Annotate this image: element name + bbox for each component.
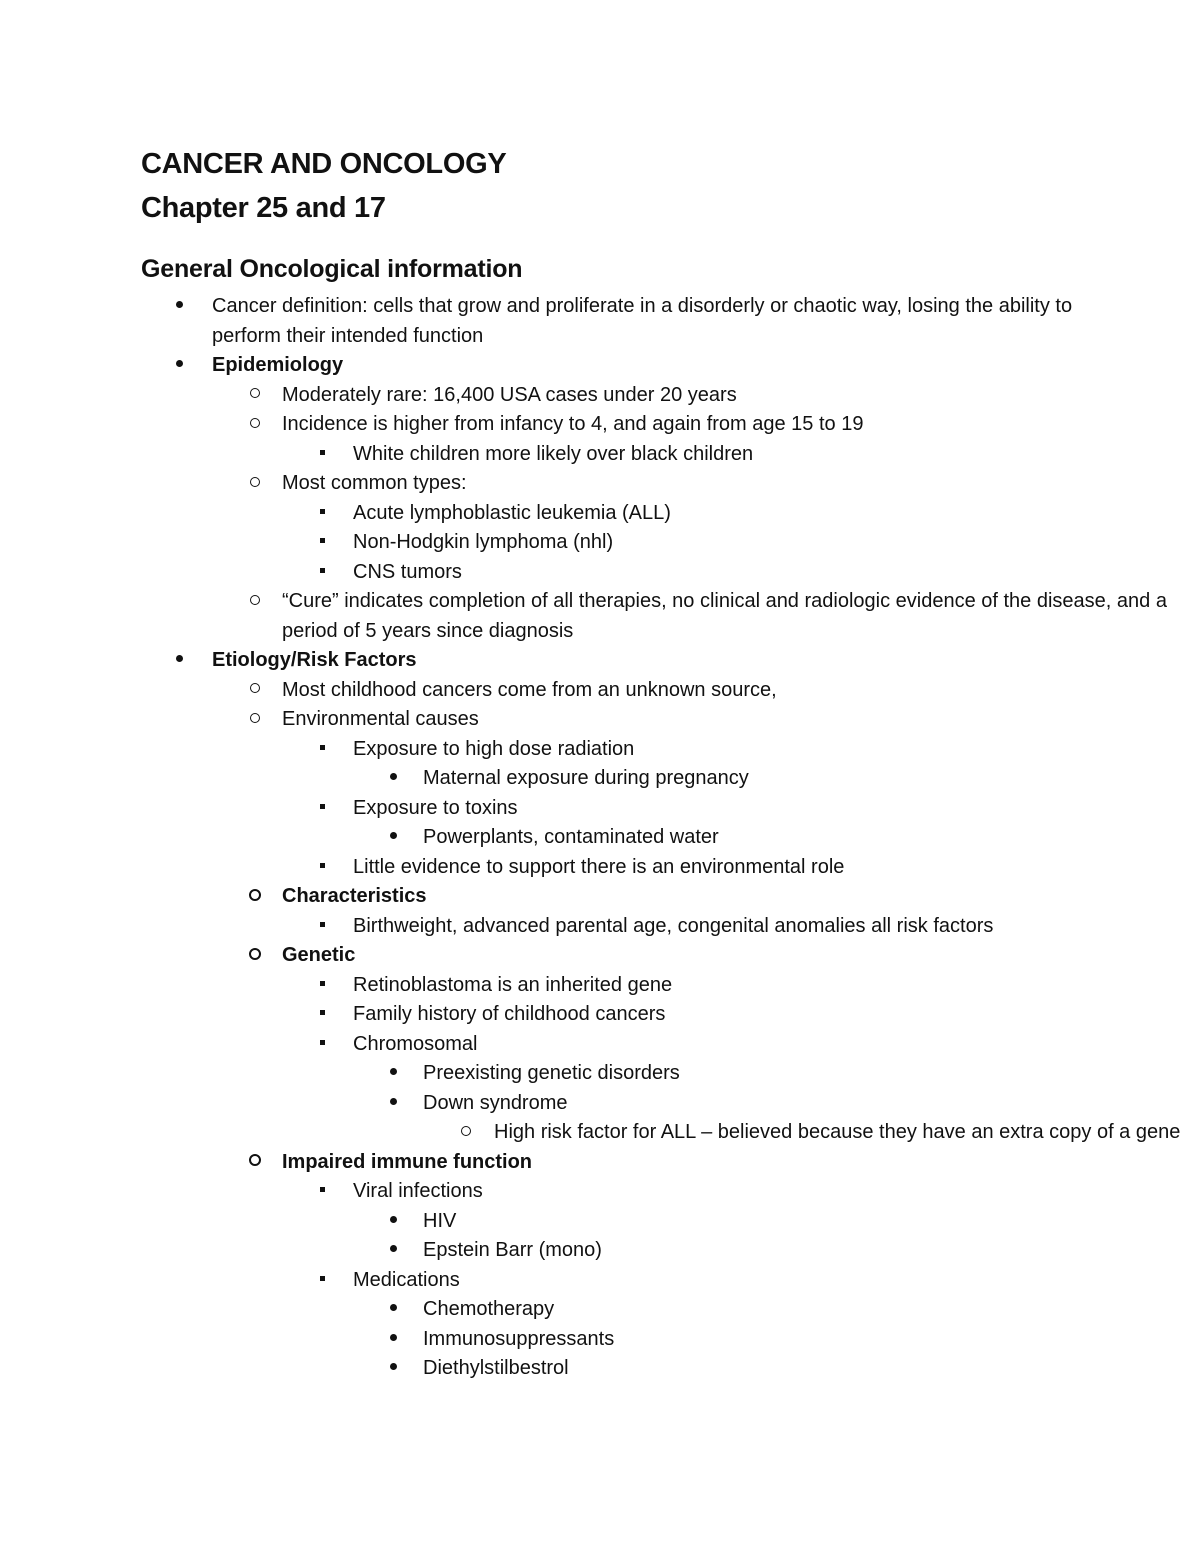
list-item-text: Epstein Barr (mono)	[423, 1239, 602, 1261]
bullet-disc-icon	[383, 1325, 403, 1355]
list-item	[141, 941, 1187, 971]
list-item	[141, 764, 1200, 794]
bullet-disc-icon	[383, 1059, 403, 1089]
list-item-text: Genetic	[282, 944, 356, 966]
bullet-square-icon	[312, 794, 332, 824]
list-item	[141, 499, 1200, 529]
bullet-disc-icon	[383, 823, 403, 853]
chapter-subtitle: Chapter 25 and 17	[141, 192, 386, 224]
bullet-disc-icon	[383, 1089, 403, 1119]
list-item	[141, 1207, 1200, 1237]
list-item-text: Medications	[353, 1268, 460, 1291]
list-item	[141, 1266, 1200, 1296]
bullet-circle-icon	[245, 381, 265, 411]
bullet-circle-icon	[456, 1118, 476, 1148]
list-item-text: Diethylstilbestrol	[423, 1357, 569, 1379]
outline-list	[141, 292, 1181, 1384]
list-item-text: Family history of childhood cancers	[353, 1003, 666, 1025]
list-item	[141, 1089, 1200, 1119]
bullet-disc-icon	[383, 1207, 403, 1237]
list-item	[141, 587, 1187, 646]
list-item	[141, 292, 1117, 351]
list-item-text: Chromosomal	[353, 1032, 478, 1055]
bullet-disc-icon	[383, 1354, 403, 1384]
list-item-text: Chemotherapy	[423, 1298, 555, 1320]
bullet-square-icon	[312, 1000, 332, 1030]
bullet-square-icon	[312, 528, 332, 558]
list-item	[141, 1236, 1200, 1266]
section-heading: General Oncological information	[141, 255, 523, 283]
list-item	[141, 1059, 1200, 1089]
list-item	[141, 1177, 1200, 1207]
list-item-text: White children more likely over black children	[353, 442, 754, 465]
list-item	[141, 853, 1200, 883]
list-item	[141, 469, 1187, 499]
document-title: CANCER AND ONCOLOGY	[141, 148, 507, 180]
list-item	[141, 558, 1200, 588]
list-item	[141, 351, 1117, 381]
bullet-square-icon	[312, 558, 332, 588]
bullet-square-icon	[312, 440, 332, 470]
bullet-circle-icon	[245, 587, 265, 617]
list-item	[141, 1030, 1200, 1060]
list-item-text: Exposure to toxins	[353, 796, 518, 819]
list-item-text: Exposure to high dose radiation	[353, 737, 635, 760]
list-item	[141, 410, 1187, 440]
bullet-circle-icon	[245, 469, 265, 499]
list-item-text: Non-Hodgkin lymphoma (nhl)	[353, 531, 614, 553]
list-item	[141, 440, 1200, 470]
list-item-text: Most common types:	[282, 472, 467, 494]
bullet-square-icon	[312, 1177, 332, 1207]
bullet-square-icon	[312, 853, 332, 883]
list-item-text: Acute lymphoblastic leukemia (ALL)	[353, 501, 671, 524]
list-item-text: Retinoblastoma is an inherited gene	[353, 973, 673, 996]
list-item-text: High risk factor for ALL – believed because they have an extra copy of a gene	[494, 1121, 1181, 1143]
list-item-text: Down syndrome	[423, 1091, 568, 1114]
list-item	[141, 823, 1200, 853]
list-item-text: Characteristics	[282, 885, 427, 907]
list-item	[141, 1325, 1200, 1355]
document-page	[141, 142, 1181, 1384]
bullet-circle-icon	[245, 676, 265, 706]
bullet-square-icon	[312, 1030, 332, 1060]
bullet-circle-icon	[245, 410, 265, 440]
list-item	[141, 1148, 1187, 1178]
list-item	[141, 1118, 1200, 1148]
bullet-square-icon	[312, 912, 332, 942]
list-item-text: Environmental causes	[282, 708, 479, 730]
list-item	[141, 1000, 1200, 1030]
bullet-square-icon	[312, 499, 332, 529]
list-item-text: CNS tumors	[353, 560, 462, 583]
bullet-disc-icon	[169, 351, 189, 381]
bullet-circle-icon	[245, 882, 265, 912]
bullet-circle-icon	[245, 705, 265, 735]
bullet-circle-icon	[245, 1148, 265, 1178]
list-item	[141, 381, 1187, 411]
list-item	[141, 912, 1200, 942]
list-item	[141, 882, 1187, 912]
list-item	[141, 676, 1187, 706]
list-item	[141, 705, 1187, 735]
list-item	[141, 735, 1200, 765]
list-item-text: Maternal exposure during pregnancy	[423, 767, 749, 789]
list-item-text: Moderately rare: 16,400 USA cases under 20 years	[282, 383, 737, 406]
list-item-text: Incidence is higher from infancy to 4, and again from age 15 to 19	[282, 413, 864, 435]
list-item-text: Viral infections	[353, 1180, 483, 1202]
list-item-text: Impaired immune function	[282, 1150, 533, 1173]
list-item	[141, 971, 1200, 1001]
list-item-text: Little evidence to support there is an environmental role	[353, 855, 845, 878]
list-item-text: Powerplants, contaminated water	[423, 826, 719, 848]
bullet-square-icon	[312, 971, 332, 1001]
list-item	[141, 1354, 1200, 1384]
bullet-square-icon	[312, 735, 332, 765]
list-item-text: Immunosuppressants	[423, 1327, 615, 1350]
list-item-text: Birthweight, advanced parental age, congenital anomalies all risk factors	[353, 914, 994, 937]
list-item-text: Cancer definition: cells that grow and proliferate in a disorderly or chaotic way, losing the ability to perform their intended function	[212, 295, 1073, 347]
bullet-disc-icon	[169, 646, 189, 676]
list-item	[141, 646, 1117, 676]
list-item	[141, 528, 1200, 558]
bullet-disc-icon	[383, 1295, 403, 1325]
bullet-disc-icon	[383, 1236, 403, 1266]
list-item-text: Etiology/Risk Factors	[212, 649, 417, 671]
list-item-text: Most childhood cancers come from an unknown source,	[282, 678, 777, 701]
bullet-disc-icon	[169, 292, 189, 322]
bullet-square-icon	[312, 1266, 332, 1296]
list-item	[141, 1295, 1200, 1325]
list-item-text: “Cure” indicates completion of all therapies, no clinical and radiologic evidence of the disease, and a period of 5 years since diagnosis	[282, 590, 1167, 642]
bullet-disc-icon	[383, 764, 403, 794]
list-item	[141, 794, 1200, 824]
list-item-text: Epidemiology	[212, 354, 344, 376]
bullet-circle-icon	[245, 941, 265, 971]
list-item-text: HIV	[423, 1209, 457, 1232]
list-item-text: Preexisting genetic disorders	[423, 1062, 680, 1084]
